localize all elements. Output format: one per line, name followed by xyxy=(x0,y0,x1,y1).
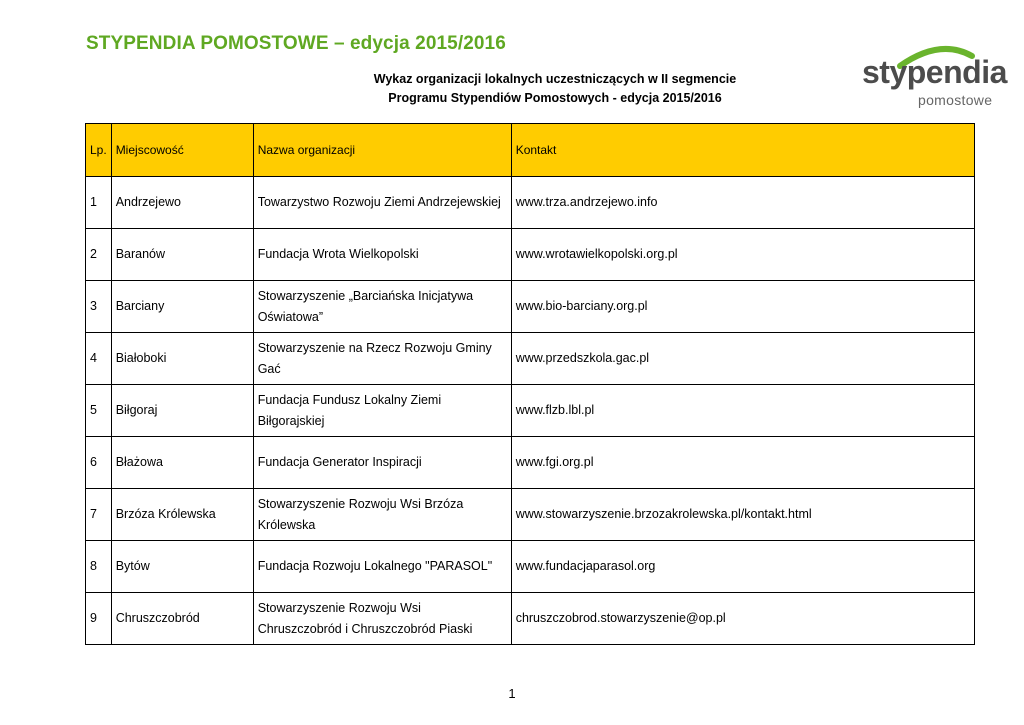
cell-lp: 9 xyxy=(86,593,112,645)
cell-org: Stowarzyszenie na Rzecz Rozwoju Gminy Gać xyxy=(253,333,511,385)
table-row xyxy=(86,437,975,489)
cell-contact[interactable]: www.fgi.org.pl xyxy=(511,437,974,489)
cell-city: Bytów xyxy=(111,541,253,593)
cell-contact[interactable]: www.trza.andrzejewo.info xyxy=(511,177,974,229)
table-row xyxy=(86,541,975,593)
cell-lp: 1 xyxy=(86,177,112,229)
logo-sub-text: pomostowe xyxy=(918,92,993,108)
cell-city: Barciany xyxy=(111,281,253,333)
cell-contact[interactable]: www.stowarzyszenie.brzozakrolewska.pl/kontakt.html xyxy=(511,489,974,541)
cell-lp: 5 xyxy=(86,385,112,437)
cell-contact[interactable]: chruszczobrod.stowarzyszenie@op.pl xyxy=(511,593,974,645)
cell-lp: 7 xyxy=(86,489,112,541)
cell-contact[interactable]: www.przedszkola.gac.pl xyxy=(511,333,974,385)
header-lp: Lp. xyxy=(86,124,112,177)
cell-contact[interactable]: www.flzb.lbl.pl xyxy=(511,385,974,437)
cell-city: Błażowa xyxy=(111,437,253,489)
logo-main-text: stypendia xyxy=(862,54,1007,90)
cell-city: Biłgoraj xyxy=(111,385,253,437)
cell-contact[interactable]: www.fundacjaparasol.org xyxy=(511,541,974,593)
cell-lp: 8 xyxy=(86,541,112,593)
cell-city: Chruszczobród xyxy=(111,593,253,645)
cell-city: Baranów xyxy=(111,229,253,281)
cell-org: Fundacja Wrota Wielkopolski xyxy=(253,229,511,281)
cell-lp: 6 xyxy=(86,437,112,489)
cell-org: Fundacja Fundusz Lokalny Ziemi Biłgorajskiej xyxy=(253,385,511,437)
cell-lp: 4 xyxy=(86,333,112,385)
cell-org: Fundacja Rozwoju Lokalnego "PARASOL" xyxy=(253,541,511,593)
stypendia-logo xyxy=(860,44,1007,114)
document-subtitle-line1: Wykaz organizacji lokalnych uczestniczących w II segmencie xyxy=(373,72,737,86)
cell-org: Stowarzyszenie Rozwoju Wsi Brzóza Królewska xyxy=(253,489,511,541)
cell-org: Stowarzyszenie „Barciańska Inicjatywa Oświatowa” xyxy=(253,281,511,333)
table-row xyxy=(86,385,975,437)
cell-org: Towarzystwo Rozwoju Ziemi Andrzejewskiej xyxy=(253,177,511,229)
cell-city: Białoboki xyxy=(111,333,253,385)
cell-contact[interactable]: www.wrotawielkopolski.org.pl xyxy=(511,229,974,281)
table-row xyxy=(86,177,975,229)
cell-org: Fundacja Generator Inspiracji xyxy=(253,437,511,489)
header-city: Miejscowość xyxy=(111,124,253,177)
page-number: 1 xyxy=(508,686,516,701)
table-row xyxy=(86,281,975,333)
cell-city: Brzóza Królewska xyxy=(111,489,253,541)
cell-lp: 3 xyxy=(86,281,112,333)
header-org: Nazwa organizacji xyxy=(253,124,511,177)
cell-city: Andrzejewo xyxy=(111,177,253,229)
table-row xyxy=(86,229,975,281)
table-row xyxy=(86,333,975,385)
cell-lp: 2 xyxy=(86,229,112,281)
table-row xyxy=(86,489,975,541)
document-subtitle-line2: Programu Stypendiów Pomostowych - edycja 2015/2016 xyxy=(388,91,722,105)
table-row xyxy=(86,593,975,645)
document-title: STYPENDIA POMOSTOWE – edycja 2015/2016 xyxy=(86,33,506,54)
cell-org: Stowarzyszenie Rozwoju Wsi Chruszczobród i Chruszczobród Piaski xyxy=(253,593,511,645)
organizations-table xyxy=(85,123,975,645)
table-header-row xyxy=(86,124,975,177)
cell-contact[interactable]: www.bio-barciany.org.pl xyxy=(511,281,974,333)
header-contact: Kontakt xyxy=(511,124,974,177)
